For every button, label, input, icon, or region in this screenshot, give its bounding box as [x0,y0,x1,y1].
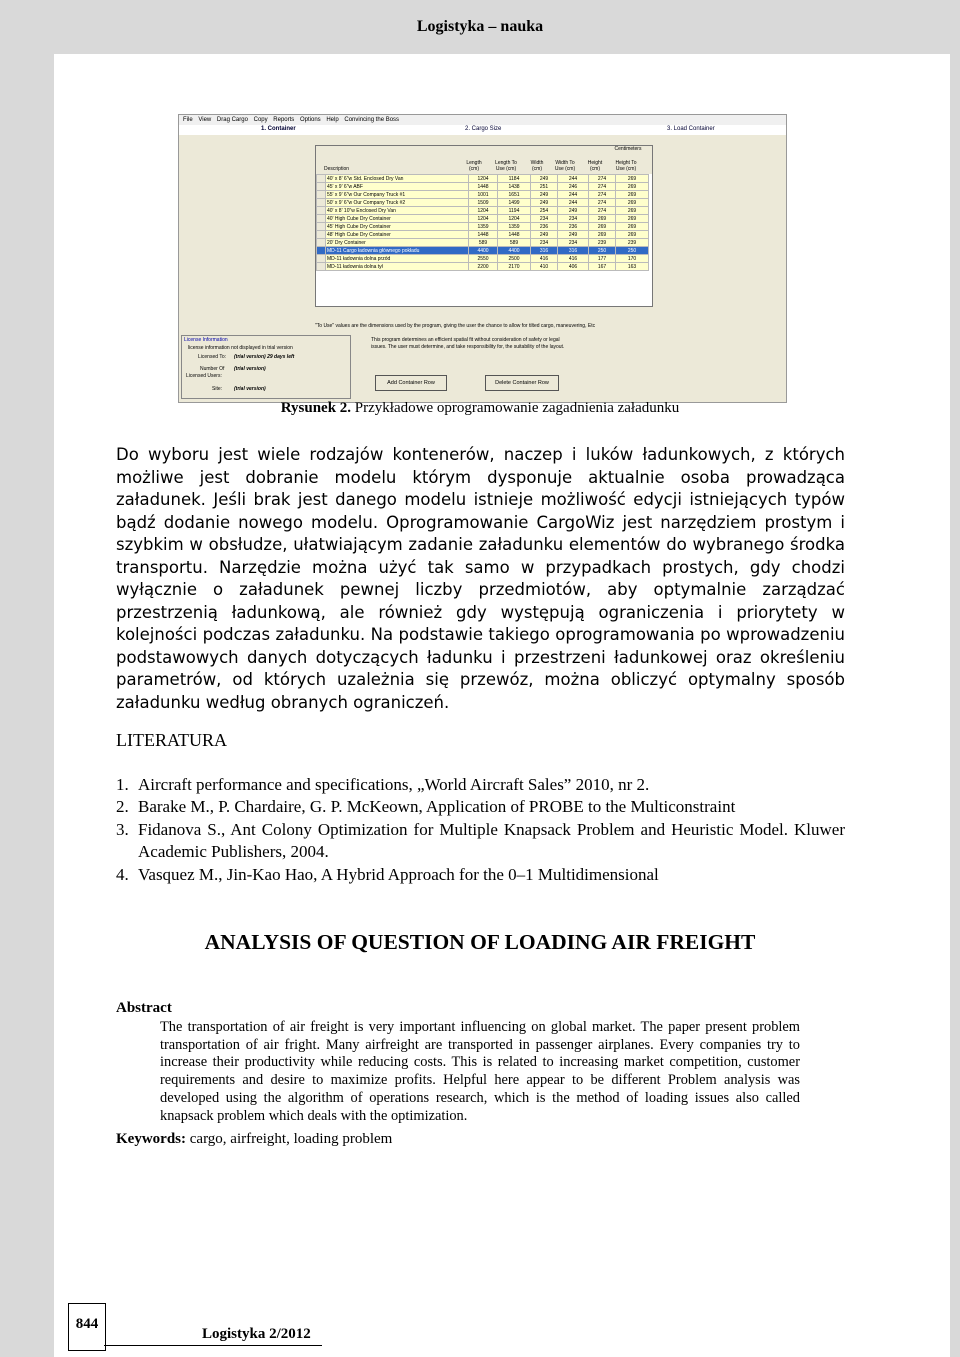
table-cell[interactable]: 269 [616,191,649,199]
table-cell[interactable]: 269 [616,231,649,239]
container-row[interactable] [317,199,649,207]
table-cell[interactable]: 1448 [469,231,498,239]
table-cell[interactable]: 2200 [469,263,498,271]
step-cargo-size-tab[interactable]: 2. Cargo Size [465,126,502,132]
table-cell[interactable]: 2550 [469,255,498,263]
container-table [316,174,649,271]
ref-text: Barake M., P. Chardaire, G. P. McKeown, Application of PROBE to the Multiconstraint [138,797,736,817]
table-cell[interactable]: 1499 [498,199,531,207]
reference-item [116,819,845,864]
abstract-text: The transportation of air freight is very important influencing on global market. The paper present problem transportation of air fright. Many airfreight are transported in passenger airplanes. Every companies try to increase their productivity while reducing costs. This is related to increasing market competition, customer requirements and desire to maximize profits. Helpful here appear to be different Problem analysis was developed using the algorithm of operations research, which is the method of loading issues also called knapsack problem which deals with the optimization. [160,1019,800,1124]
table-cell[interactable]: 1204 [498,215,531,223]
col-length: Length (cm) [466,160,482,172]
col-width: Width (cm) [530,160,544,172]
license-title: License Information [184,337,228,343]
container-row[interactable] [317,183,649,191]
step-load-container-tab[interactable]: 3. Load Container [667,126,715,132]
container-row[interactable] [317,191,649,199]
license-note: license information not displayed in trial version [188,345,293,351]
table-cell[interactable]: 1359 [469,223,498,231]
container-row[interactable] [317,215,649,223]
table-cell[interactable]: 170 [616,255,649,263]
table-cell[interactable]: 269 [589,215,616,223]
ref-num: 4. [116,864,129,884]
table-cell[interactable]: 234 [531,215,558,223]
add-container-row-button[interactable]: Add Container Row [375,375,447,391]
ref-text: Fidanova S., Ant Colony Optimization for Multiple Knapsack Problem and Heuristic Model. Kluwer Academic Publishers, 2004. [138,819,845,862]
table-cell[interactable]: 1448 [498,231,531,239]
literature-heading: LITERATURA [116,730,227,750]
table-cell[interactable]: 416 [531,255,558,263]
table-cell[interactable]: 316 [558,247,589,255]
row-header[interactable] [317,175,326,183]
cargowiz-screenshot [178,114,787,403]
menu-item[interactable]: Convincing the Boss [344,117,400,123]
table-cell[interactable]: MD-11 ładownia dolna tył [326,263,469,271]
table-cell[interactable]: 589 [498,239,531,247]
table-cell[interactable]: 1204 [469,175,498,183]
caption-label: Rysunek 2. [280,400,352,416]
table-cell[interactable]: 236 [558,223,589,231]
container-row[interactable] [317,231,649,239]
table-cell[interactable]: 2500 [498,255,531,263]
row-header[interactable] [317,215,326,223]
menu-item[interactable]: File [183,117,193,123]
caption-text: Przykładowe oprogramowanie zagadnienia załadunku [351,400,680,416]
table-cell[interactable]: 1204 [469,207,498,215]
table-cell[interactable]: 269 [616,207,649,215]
english-title: ANALYSIS OF QUESTION OF LOADING AIR FREIGHT [204,930,756,954]
reference-item [116,774,845,796]
col-length-to-use: Length To Use (cm) [495,160,517,172]
container-grid [315,145,653,307]
table-cell[interactable]: 163 [616,263,649,271]
delete-container-row-button[interactable]: Delete Container Row [485,375,559,391]
menu-item[interactable]: Reports [273,117,295,123]
keywords-line [116,1131,392,1148]
table-cell[interactable]: 45' x 9' 6"w ABF [326,183,469,191]
menu-item[interactable]: Copy [253,117,268,123]
body-text [116,444,845,714]
menu-bar [179,115,786,125]
table-cell[interactable]: 1204 [469,215,498,223]
table-cell[interactable]: 4400 [498,247,531,255]
container-row[interactable] [317,239,649,247]
col-height-to-use: Height To Use (cm) [615,160,637,172]
table-cell[interactable]: 274 [589,199,616,207]
table-cell[interactable]: 234 [558,239,589,247]
row-header[interactable] [317,263,326,271]
table-cell[interactable]: 269 [616,183,649,191]
licensed-to-value: (trial version) 29 days left [234,354,295,360]
container-row[interactable] [317,263,649,271]
table-cell[interactable]: 410 [531,263,558,271]
table-cell[interactable]: 55' x 9' 6"w Our Company Truck #1 [326,191,469,199]
table-cell[interactable]: 274 [589,175,616,183]
site-label: Site: [212,386,223,392]
table-cell[interactable]: 244 [558,191,589,199]
table-cell[interactable]: 50' x 9' 6"w Our Company Truck #2 [326,199,469,207]
footer-rule [104,1345,322,1346]
number-of-label: Number Of [200,366,225,372]
menu-item[interactable]: Help [326,117,339,123]
ref-num: 1. [116,775,129,794]
footer-journal: Logistyka 2/2012 [202,1326,311,1342]
row-header[interactable] [317,183,326,191]
table-cell[interactable]: 2170 [498,263,531,271]
col-description: Description [324,166,350,172]
table-cell[interactable]: 249 [531,175,558,183]
table-cell[interactable]: 236 [531,223,558,231]
table-cell[interactable]: 269 [589,231,616,239]
container-row[interactable] [317,255,649,263]
table-cell[interactable]: 589 [469,239,498,247]
container-row[interactable] [317,207,649,215]
table-cell[interactable]: 416 [558,255,589,263]
table-cell[interactable]: 269 [616,223,649,231]
container-row[interactable] [317,247,649,255]
table-cell[interactable]: 249 [558,207,589,215]
table-cell[interactable]: 1359 [498,223,531,231]
col-width-to-use: Width To Use (cm) [554,160,576,172]
reference-list [116,774,845,886]
units-label: Centimeters [614,146,642,152]
licensed-users-label: Licensed Users: [186,373,222,379]
table-cell[interactable]: 254 [531,207,558,215]
table-cell[interactable]: 269 [616,175,649,183]
table-cell[interactable]: 249 [531,231,558,239]
table-cell[interactable]: 274 [589,183,616,191]
grid-header [316,146,652,174]
table-cell[interactable]: 1184 [498,175,531,183]
table-cell[interactable]: 177 [589,255,616,263]
wizard-steps [179,125,786,135]
row-header[interactable] [317,247,326,255]
container-row[interactable] [317,223,649,231]
table-cell[interactable]: 249 [558,231,589,239]
table-cell[interactable]: MD-11 ładownia dolna przód [326,255,469,263]
row-header[interactable] [317,255,326,263]
table-cell[interactable]: 316 [531,247,558,255]
keywords-value: cargo, airfreight, loading problem [186,1131,393,1147]
container-row[interactable] [317,175,649,183]
abstract-label: Abstract [116,1000,172,1016]
page-number-box [68,1303,106,1351]
menu-item[interactable]: Options [299,117,321,123]
table-cell[interactable]: 274 [589,207,616,215]
table-cell[interactable]: 244 [558,175,589,183]
table-cell[interactable]: 40' x 8' 10"w Enclosed Dry Van [326,207,469,215]
ref-text: Vasquez M., Jin-Kao Hao, A Hybrid Approach for the 0–1 Multidimensional [138,864,659,884]
reference-item [116,796,845,818]
body-paragraph: Do wyboru jest wiele rodzajów kontenerów, naczep i luków ładunkowych, z których możliwe jest dobranie modelu którym dysponuje aktualnie osoba prowadząca załadunek. Jeśli brak jest danego modelu istnieje możliwość edycji istniejących typów bądź dodanie nowego modelu. Oprogramowanie CargoWiz jest narzędziem prostym i szybkim w obsłudze, ułatwiającym zadanie załadunku elementów do wybranego środka transportu. Narzędzie można użyć tak samo w przypadkach prostych, gdy chodzi wyłącznie o załadunek pewnej liczby przedmiotów, aby optymalnie zarządzać przestrzenią ładunkową, ale również gdy występują ograniczenia i priorytety w kolejności podczas załadunku. Na podstawie takiego oprogramowania po wprowadzeniu podstawowych danych dotyczących ładunku i przestrzeni ładunkowej oraz określeniu parametrów, od których uzależnia się przewóz, można obliczyć optymalny sposób załadunku według obranych ograniczeń. [116,445,845,712]
table-cell[interactable]: 249 [531,191,558,199]
table-cell[interactable]: 40' High Cube Dry Container [326,215,469,223]
table-cell[interactable]: 274 [589,191,616,199]
table-cell[interactable]: 1509 [469,199,498,207]
menu-item[interactable]: View [198,117,212,123]
table-cell[interactable]: 246 [558,183,589,191]
table-cell[interactable]: 45' High Cube Dry Container [326,223,469,231]
table-cell[interactable]: 48' High Cube Dry Container [326,231,469,239]
table-cell[interactable]: 239 [616,239,649,247]
table-cell[interactable]: 239 [589,239,616,247]
row-header[interactable] [317,207,326,215]
table-cell[interactable]: 1448 [469,183,498,191]
table-cell[interactable]: 269 [616,215,649,223]
license-panel [181,335,351,399]
reference-item [116,864,845,886]
table-cell[interactable]: 250 [616,247,649,255]
table-cell[interactable]: 406 [558,263,589,271]
row-header[interactable] [317,199,326,207]
site-value: (trial version) [234,386,266,392]
col-height: Height (cm) [587,160,603,172]
table-cell[interactable]: 1438 [498,183,531,191]
step-container-tab[interactable]: 1. Container [261,126,296,132]
number-of-value: (trial version) [234,366,266,372]
table-cell[interactable]: 234 [531,239,558,247]
table-cell[interactable]: 244 [558,199,589,207]
row-header[interactable] [317,239,326,247]
table-cell[interactable]: 269 [589,223,616,231]
ref-num: 3. [116,819,129,839]
keywords-label: Keywords: [116,1131,186,1147]
table-cell[interactable]: 4400 [469,247,498,255]
ref-num: 2. [116,797,129,817]
page-number: 844 [75,1316,99,1332]
left-margin-bar [0,54,54,1357]
table-cell[interactable]: 250 [589,247,616,255]
disclaimer-note: This program determines an efficient spatial fit without consideration of safety or legal issues. The user must determine, and take responsibility for, the suitability of the layout. [371,337,565,350]
table-cell[interactable]: 249 [531,199,558,207]
row-header[interactable] [317,191,326,199]
menu-item[interactable]: Drag Cargo [216,117,248,123]
table-cell[interactable]: 269 [616,199,649,207]
table-cell[interactable]: 40' x 8' 6"w Std. Enclosed Dry Van [326,175,469,183]
to-use-note: "To Use" values are the dimensions used by the program, giving the user the chance to allow for tilted cargo, maneuvering, Etc [315,323,596,329]
ref-text: Aircraft performance and specifications, „World Aircraft Sales” 2010, nr 2. [138,775,650,794]
table-cell[interactable]: 1001 [469,191,498,199]
table-cell[interactable]: 167 [589,263,616,271]
row-header[interactable] [317,231,326,239]
table-cell[interactable]: MD-11 Cargo ładownia głównego pokładu [326,247,469,255]
table-cell[interactable]: 234 [558,215,589,223]
running-header [0,0,960,54]
figure-caption [0,400,960,417]
table-cell[interactable]: 251 [531,183,558,191]
licensed-to-label: Licensed To: [198,354,226,360]
table-cell[interactable]: 1194 [498,207,531,215]
table-cell[interactable]: 1651 [498,191,531,199]
table-cell[interactable]: 20' Dry Container [326,239,469,247]
header-title: Logistyka – nauka [416,18,544,35]
row-header[interactable] [317,223,326,231]
